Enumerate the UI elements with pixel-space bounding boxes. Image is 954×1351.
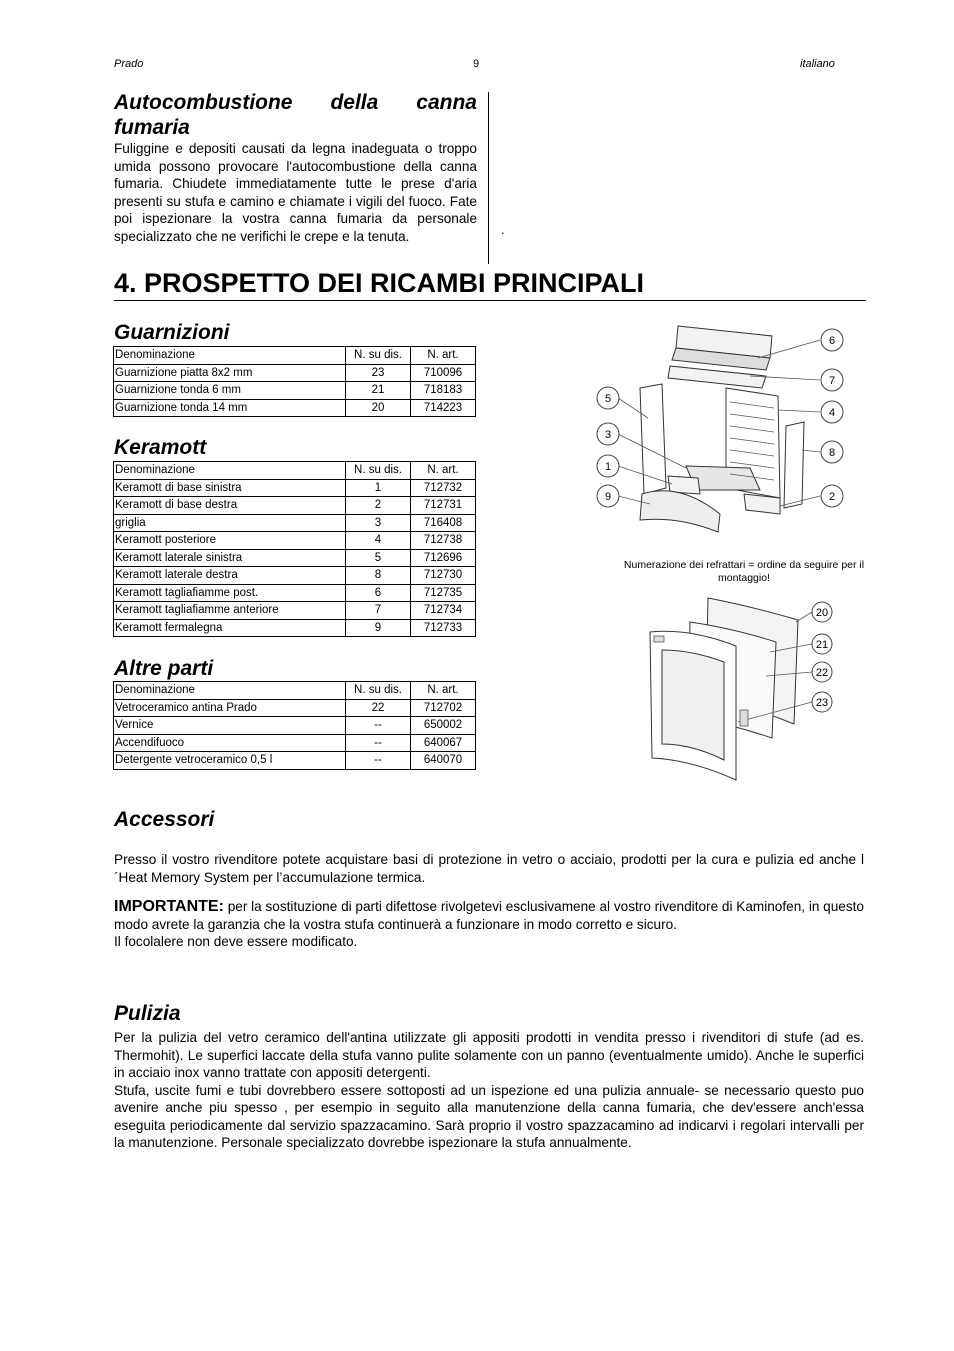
cell-dis: 8 <box>346 567 411 585</box>
autocombustione-title: Autocombustione della canna fumaria <box>114 91 477 139</box>
cell-art: 712696 <box>411 549 476 567</box>
callout-6: 6 <box>828 335 836 347</box>
table-row <box>114 699 476 717</box>
cell-name: Keramott tagliafiamme anteriore <box>114 602 346 620</box>
table-row <box>114 602 476 620</box>
pulizia-text-2: Stufa, uscite fumi e tubi dovrebbero essere sottoposti ad un ispezione ed una pulizia annuale- se necessario questo puo avenire anche piu spesso , per esempio in seguito alla manutenzione della canna fumaria, che dev'essere anch'essa eseguita periodicamente dal servizio spazzacamino. Sarà proprio il vostro spazzacamino ad indicarvi i regolari intervalli per la manutenzione. Personale specializzato dovrebbe ispezionare la stufa annualmente. <box>114 1082 864 1150</box>
cell-art: 640070 <box>411 752 476 770</box>
column-divider <box>488 92 489 264</box>
cell-art: 712735 <box>411 584 476 602</box>
cell-name: Guarnizione piatta 8x2 mm <box>114 364 346 382</box>
cell-art: 712730 <box>411 567 476 585</box>
table-row <box>114 567 476 585</box>
cell-dis: 21 <box>346 382 411 400</box>
cell-dis: 23 <box>346 364 411 382</box>
cell-dis: 3 <box>346 514 411 532</box>
altre-parti-table <box>113 681 476 770</box>
important-label: IMPORTANTE: <box>114 898 224 915</box>
table-row <box>114 734 476 752</box>
callout-22: 22 <box>815 667 829 679</box>
keramott-table <box>113 461 476 637</box>
table-header-row <box>114 347 476 365</box>
callout-8: 8 <box>828 447 836 459</box>
cell-name: Keramott tagliafiamme post. <box>114 584 346 602</box>
cell-name: Detergente vetroceramico 0,5 l <box>114 752 346 770</box>
col-header-name: Denominazione <box>114 347 346 365</box>
section-number: 4. <box>114 268 137 298</box>
cell-name: Keramott di base sinistra <box>114 479 346 497</box>
callout-9: 9 <box>604 491 612 503</box>
cell-art: 710096 <box>411 364 476 382</box>
cell-dis: 4 <box>346 532 411 550</box>
table-row <box>114 364 476 382</box>
refractory-exploded-diagram <box>590 318 860 548</box>
table-row <box>114 752 476 770</box>
header-doc-title: Prado <box>114 58 144 70</box>
cell-art: 712702 <box>411 699 476 717</box>
table-row <box>114 549 476 567</box>
cell-dis: 20 <box>346 399 411 417</box>
table-header-row <box>114 462 476 480</box>
table-row <box>114 479 476 497</box>
important-text: per la sostituzione di parti difettose rivolgetevi esclusivamene al vostro rivenditore di Kaminofen, in questo modo avrete la garanzia che la vostra stufa continuerà a funzionare in modo corretto e sicuro. <box>114 899 864 932</box>
cell-name: Accendifuoco <box>114 734 346 752</box>
col-header-name: Denominazione <box>114 462 346 480</box>
cell-dis: 9 <box>346 619 411 637</box>
cell-dis: 2 <box>346 497 411 515</box>
callout-2: 2 <box>828 491 836 503</box>
callout-23: 23 <box>815 697 829 709</box>
col-header-dis: N. su dis. <box>346 347 411 365</box>
altre-parti-title: Altre parti <box>114 657 214 680</box>
pulizia-text-1: Per la pulizia del vetro ceramico dell'antina utilizzate gli appositi prodotti in vendita presso i rivenditori di stufe (ad es. Thermohit). Le superfici laccate della stufa vanno pulite solamente con un panno (eventualmente umido). Anche le superfici in acciaio inox vanno trattate con appositi detergenti. <box>114 1030 864 1080</box>
part-right-side <box>784 422 804 508</box>
table-row <box>114 584 476 602</box>
callout-5: 5 <box>604 393 612 405</box>
cell-art: 712734 <box>411 602 476 620</box>
cell-name: Guarnizione tonda 6 mm <box>114 382 346 400</box>
stray-dot: . <box>501 222 505 237</box>
callout-3: 3 <box>604 429 612 441</box>
hinge-icon <box>654 636 664 642</box>
cell-name: Keramott laterale sinistra <box>114 549 346 567</box>
accessori-section <box>114 851 864 951</box>
cell-art: 640067 <box>411 734 476 752</box>
callout-7: 7 <box>828 375 836 387</box>
table-row <box>114 619 476 637</box>
cell-art: 714223 <box>411 399 476 417</box>
autocombustione-section <box>114 90 477 245</box>
part-base-right <box>744 494 780 514</box>
door-glass-diagram <box>640 592 840 784</box>
pulizia-section <box>114 1029 864 1152</box>
cell-name: Keramott di base destra <box>114 497 346 515</box>
col-header-art: N. art. <box>411 462 476 480</box>
pulizia-title: Pulizia <box>114 1002 181 1025</box>
table-row <box>114 497 476 515</box>
cell-dis: 22 <box>346 699 411 717</box>
section-title: PROSPETTO DEI RICAMBI PRINCIPALI <box>144 268 645 298</box>
cell-art: 712738 <box>411 532 476 550</box>
cell-dis: 6 <box>346 584 411 602</box>
accessori-text: Presso il vostro rivenditore potete acquistare basi di protezione in vetro o acciaio, prodotti per la cura e pulizia ed anche l´Heat Memory System per l’accumulazione termica. <box>114 852 864 885</box>
focolare-note: Il focolalere non deve essere modificato. <box>114 934 358 949</box>
guarnizioni-table <box>113 346 476 417</box>
part-log-stop <box>640 491 720 532</box>
table-row <box>114 514 476 532</box>
guarnizioni-title: Guarnizioni <box>114 321 230 344</box>
autocombustione-text: Fuliggine e depositi causati da legna inadeguata o troppo umida possono provocare l'autocombustione della canna fumaria. Chiudete immediatamente tutte le prese d'aria presenti su stufa e camino e chiamate i vigili del fuoco. Fate poi ispezionare la vostra canna fumaria da personale specializzato che ne verifichi le crepe e la tenuta. <box>114 141 477 244</box>
cell-art: 712732 <box>411 479 476 497</box>
cell-name: griglia <box>114 514 346 532</box>
cell-art: 712731 <box>411 497 476 515</box>
cell-name: Vetroceramico antina Prado <box>114 699 346 717</box>
callout-1: 1 <box>604 461 612 473</box>
col-header-art: N. art. <box>411 682 476 700</box>
part-baffle-front <box>668 366 766 388</box>
col-header-name: Denominazione <box>114 682 346 700</box>
table-row <box>114 532 476 550</box>
cell-name: Guarnizione tonda 14 mm <box>114 399 346 417</box>
cell-dis: 5 <box>346 549 411 567</box>
cell-name: Keramott posteriore <box>114 532 346 550</box>
col-header-dis: N. su dis. <box>346 462 411 480</box>
cell-name: Vernice <box>114 717 346 735</box>
header-language: italiano <box>800 58 835 70</box>
cell-art: 650002 <box>411 717 476 735</box>
callout-20: 20 <box>815 607 829 619</box>
cell-art: 718183 <box>411 382 476 400</box>
cell-dis: -- <box>346 752 411 770</box>
table-row <box>114 399 476 417</box>
accessori-title: Accessori <box>114 808 215 831</box>
col-header-dis: N. su dis. <box>346 682 411 700</box>
header-page-number: 9 <box>473 58 480 70</box>
keramott-title: Keramott <box>114 436 207 459</box>
cell-dis: -- <box>346 717 411 735</box>
cell-name: Keramott laterale destra <box>114 567 346 585</box>
table-header-row <box>114 682 476 700</box>
section-heading <box>114 266 866 301</box>
important-paragraph <box>114 898 864 933</box>
part-glass <box>662 650 724 760</box>
col-header-art: N. art. <box>411 347 476 365</box>
cell-dis: -- <box>346 734 411 752</box>
cell-name: Keramott fermalegna <box>114 619 346 637</box>
table-row <box>114 382 476 400</box>
callout-21: 21 <box>815 639 829 651</box>
cell-art: 712733 <box>411 619 476 637</box>
table-row <box>114 717 476 735</box>
figure-caption: Numerazione dei refrattari = ordine da seguire per il montaggio! <box>623 559 865 584</box>
callout-4: 4 <box>828 407 836 419</box>
door-handle-icon <box>740 710 748 726</box>
cell-art: 716408 <box>411 514 476 532</box>
cell-dis: 7 <box>346 602 411 620</box>
cell-dis: 1 <box>346 479 411 497</box>
